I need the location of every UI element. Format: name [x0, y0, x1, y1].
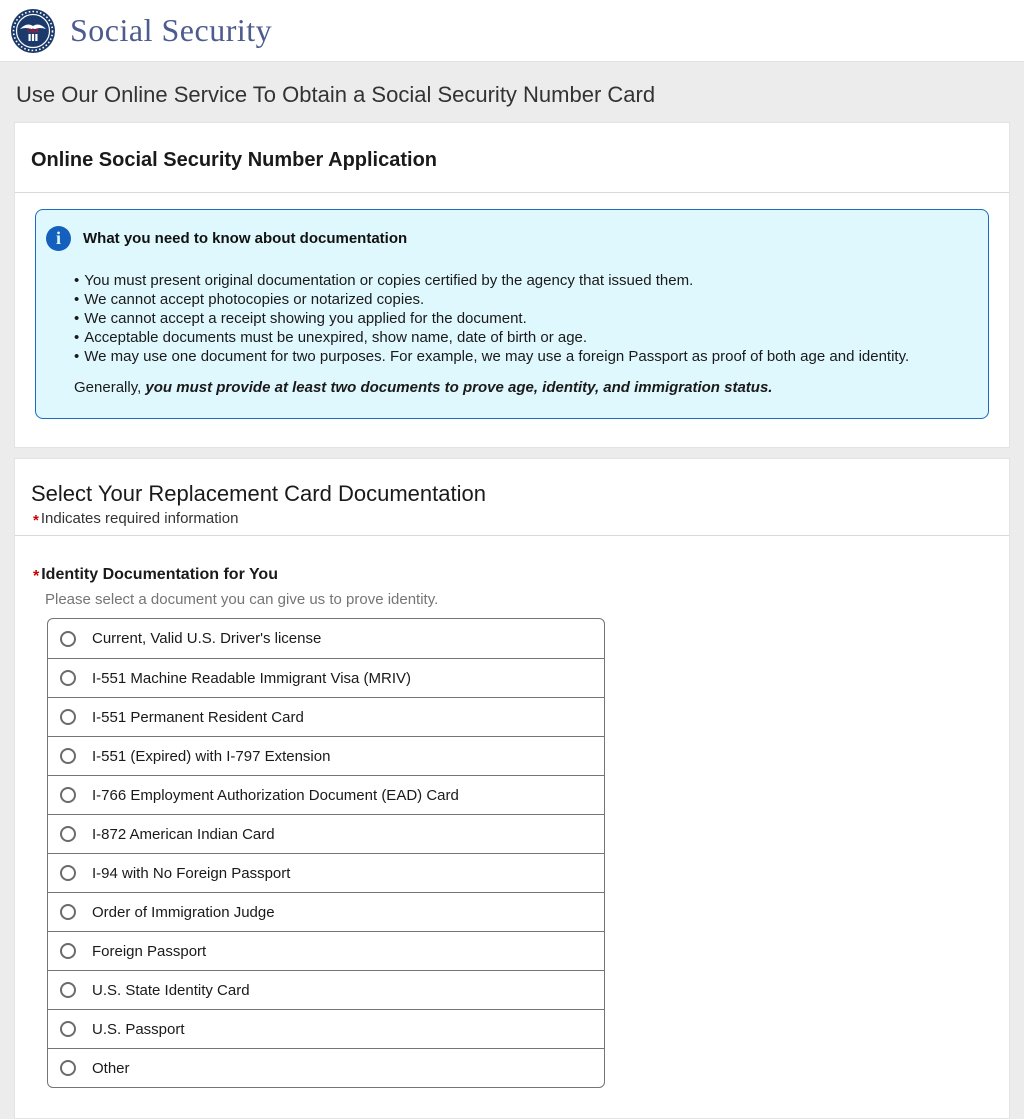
documentation-heading: Select Your Replacement Card Documentation [31, 481, 486, 506]
identity-document-option[interactable] [48, 892, 604, 931]
radio-button-icon[interactable] [60, 982, 76, 998]
identity-documentation-question [33, 566, 993, 1088]
radio-button-icon[interactable] [60, 826, 76, 842]
option-label: Foreign Passport [92, 942, 207, 960]
identity-document-option[interactable] [48, 931, 604, 970]
option-label: Order of Immigration Judge [92, 903, 275, 921]
option-label: I-551 Machine Readable Immigrant Visa (MRIV) [92, 669, 412, 687]
question-label-text: Identity Documentation for You [41, 566, 278, 583]
identity-document-option[interactable] [48, 775, 604, 814]
identity-document-option[interactable] [48, 970, 604, 1009]
brand-title: Social Security [70, 12, 273, 48]
question-label [33, 566, 993, 584]
option-label: Other [92, 1059, 130, 1077]
info-bullet: • We cannot accept a receipt showing you applied for the document. [74, 309, 972, 328]
required-note [33, 510, 993, 527]
radio-button-icon[interactable] [60, 631, 76, 647]
radio-button-icon[interactable] [60, 1060, 76, 1076]
identity-document-option[interactable] [48, 1009, 604, 1048]
identity-document-option[interactable] [48, 853, 604, 892]
identity-document-option[interactable] [48, 619, 604, 658]
svg-text:USA: USA [27, 28, 39, 34]
radio-button-icon[interactable] [60, 787, 76, 803]
info-box-heading: What you need to know about documentation [83, 230, 408, 247]
application-card [14, 122, 1010, 448]
radio-button-icon[interactable] [60, 943, 76, 959]
info-bullet-list [74, 271, 972, 366]
radio-button-icon[interactable] [60, 1021, 76, 1037]
identity-document-options-list [47, 618, 605, 1088]
ssa-seal-icon [10, 8, 56, 54]
info-summary-prefix: Generally, [74, 379, 146, 396]
info-icon: i [46, 226, 71, 251]
required-note-text: Indicates required information [40, 510, 239, 527]
radio-button-icon[interactable] [60, 709, 76, 725]
documentation-card [14, 458, 1010, 1119]
option-label: Current, Valid U.S. Driver's license [92, 630, 322, 647]
required-asterisk: * [33, 512, 39, 529]
identity-document-option[interactable] [48, 814, 604, 853]
identity-document-option[interactable] [48, 697, 604, 736]
app-banner [0, 0, 1024, 62]
radio-button-icon[interactable] [60, 865, 76, 881]
question-hint: Please select a document you can give us to prove identity. [45, 591, 439, 608]
option-label: I-551 (Expired) with I-797 Extension [92, 747, 331, 765]
documentation-section-header [15, 459, 1009, 536]
radio-button-icon[interactable] [60, 670, 76, 686]
option-label: I-766 Employment Authorization Document (EAD) Card [92, 786, 459, 804]
option-label: I-94 with No Foreign Passport [92, 864, 291, 882]
option-label: I-872 American Indian Card [92, 825, 275, 843]
application-heading: Online Social Security Number Application [15, 123, 1009, 193]
info-summary [74, 379, 972, 396]
required-asterisk: * [33, 568, 40, 585]
option-label: U.S. Passport [92, 1020, 185, 1038]
identity-document-option[interactable] [48, 658, 604, 697]
option-label: I-551 Permanent Resident Card [92, 708, 304, 726]
identity-document-option[interactable] [48, 1048, 604, 1087]
documentation-info-box [35, 209, 989, 419]
radio-button-icon[interactable] [60, 748, 76, 764]
radio-button-icon[interactable] [60, 904, 76, 920]
info-summary-emphasis: you must provide at least two documents to prove age, identity, and immigration status. [145, 379, 773, 396]
identity-document-option[interactable] [48, 736, 604, 775]
option-label: U.S. State Identity Card [92, 981, 250, 999]
info-bullet: • Acceptable documents must be unexpired, show name, date of birth or age. [74, 328, 972, 347]
info-bullet: • We cannot accept photocopies or notarized copies. [74, 290, 972, 309]
page-title: Use Our Online Service To Obtain a Social Security Number Card [16, 82, 656, 107]
info-bullet: • You must present original documentation or copies certified by the agency that issued them. [74, 271, 972, 290]
info-bullet: • We may use one document for two purposes. For example, we may use a foreign Passport as proof of both age and identity. [74, 347, 972, 366]
